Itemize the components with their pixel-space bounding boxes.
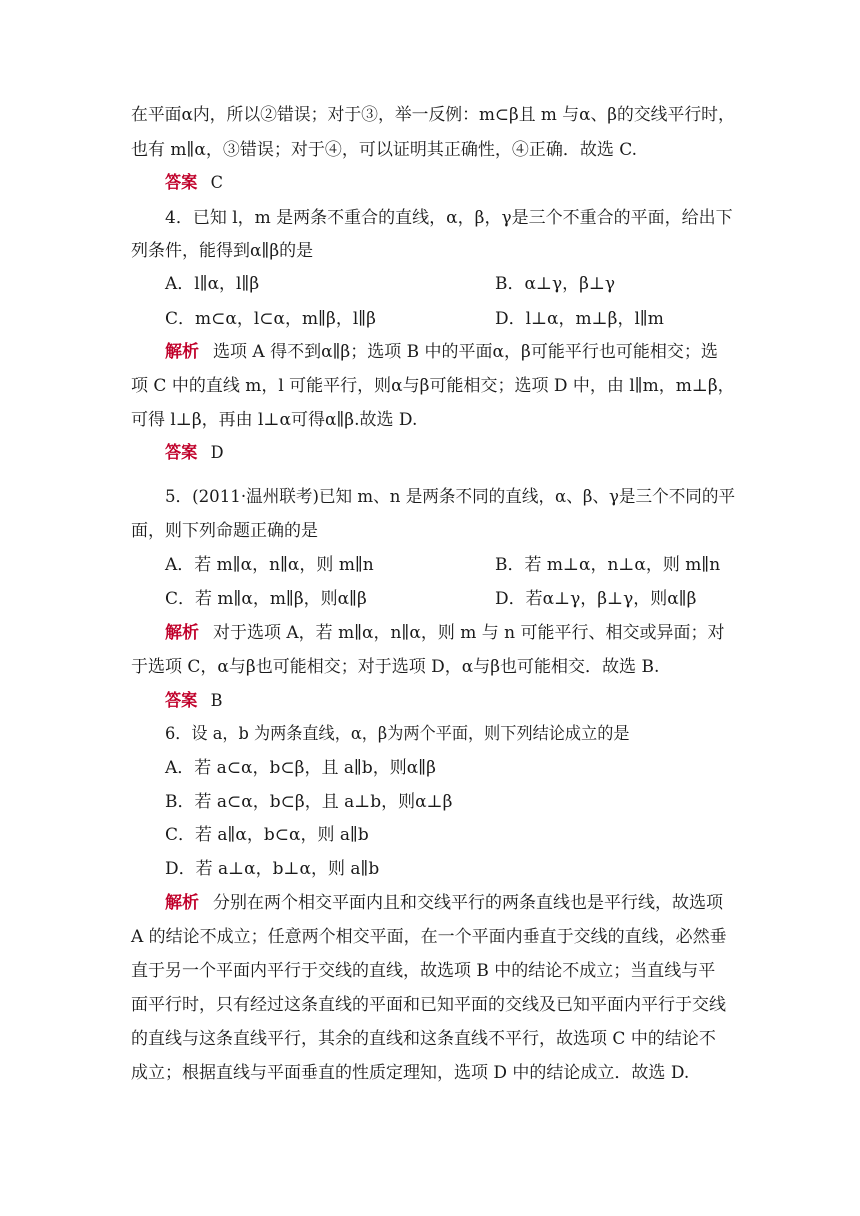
answer-line bbox=[165, 172, 735, 194]
text-line: 在平面α内，所以②错误；对于③，举一反例：m⊂β且 m 与α、β的交线平行时， bbox=[131, 105, 735, 125]
option-a: A．若 m∥α，n∥α，则 m∥n bbox=[165, 555, 374, 575]
question-stem: 4．已知 l，m 是两条不重合的直线，α，β，γ是三个不重合的平面，给出下 bbox=[165, 208, 733, 228]
analysis-line bbox=[165, 892, 731, 914]
answer-tag: 答案 bbox=[165, 173, 198, 193]
answer-tag: 答案 bbox=[165, 443, 198, 463]
text-line: 也有 m∥α，③错误；对于④，可以证明其正确性，④正确．故选 C. bbox=[131, 140, 638, 160]
answer-value: C bbox=[210, 173, 223, 193]
option-a: A．若 a⊂α，b⊂β，且 a∥b，则α∥β bbox=[165, 758, 436, 778]
analysis-line: 成立；根据直线与平面垂直的性质定理知，选项 D 中的结论成立．故选 D. bbox=[131, 1063, 690, 1083]
option-d: D．l⊥α，m⊥β，l∥m bbox=[495, 309, 664, 329]
analysis-line: 的直线与这条直线平行，其余的直线和这条直线不平行，故选项 C 中的结论不 bbox=[131, 1029, 716, 1049]
option-b: B．若 m⊥α，n⊥α，则 m∥n bbox=[495, 555, 721, 575]
analysis-line: 于选项 C，α与β也可能相交；对于选项 D，α与β也可能相交．故选 B. bbox=[131, 657, 660, 677]
analysis-tag: 解析 bbox=[165, 623, 199, 643]
option-c: C．m⊂α，l⊂α，m∥β，l∥β bbox=[165, 309, 376, 329]
analysis-line: 直于另一个平面内平行于交线的直线，故选项 B 中的结论不成立；当直线与平 bbox=[131, 961, 716, 981]
answer-tag: 答案 bbox=[165, 691, 198, 711]
analysis-text: 分别在两个相交平面内且和交线平行的两条直线也是平行线，故选项 bbox=[213, 893, 723, 913]
answer-line bbox=[165, 442, 735, 464]
analysis-line bbox=[165, 341, 731, 363]
answer-value: D bbox=[210, 443, 224, 463]
analysis-text: 选项 A 得不到α∥β；选项 B 中的平面α，β可能平行也可能相交；选 bbox=[213, 342, 718, 362]
option-b: B．若 a⊂α，b⊂β，且 a⊥b，则α⊥β bbox=[165, 792, 453, 812]
analysis-text: 对于选项 A，若 m∥α，n∥α，则 m 与 n 可能平行、相交或异面；对 bbox=[213, 623, 725, 643]
analysis-line: A 的结论不成立；任意两个相交平面，在一个平面内垂直于交线的直线，必然垂 bbox=[131, 927, 727, 947]
option-c: C．若 a∥α，b⊂α，则 a∥b bbox=[165, 825, 369, 845]
analysis-tag: 解析 bbox=[165, 893, 199, 913]
option-a: A．l∥α，l∥β bbox=[165, 274, 260, 294]
answer-line bbox=[165, 690, 735, 712]
analysis-tag: 解析 bbox=[165, 342, 199, 362]
analysis-line: 项 C 中的直线 m，l 可能平行，则α与β可能相交；选项 D 中，由 l∥m，m⊥β， bbox=[131, 376, 735, 396]
question-stem: 5．(2011·温州联考)已知 m、n 是两条不同的直线，α、β、γ是三个不同的平 bbox=[165, 487, 736, 507]
analysis-line bbox=[165, 622, 731, 644]
option-d: D．若α⊥γ，β⊥γ，则α∥β bbox=[495, 589, 697, 609]
analysis-line: 面平行时，只有经过这条直线的平面和已知平面的交线及已知平面内平行于交线 bbox=[131, 995, 726, 1015]
option-b: B．α⊥γ，β⊥γ bbox=[495, 274, 616, 294]
question-stem: 面，则下列命题正确的是 bbox=[131, 521, 318, 541]
answer-value: B bbox=[210, 691, 223, 711]
analysis-line: 可得 l⊥β，再由 l⊥α可得α∥β.故选 D. bbox=[131, 410, 418, 430]
question-stem: 6．设 a，b 为两条直线，α，β为两个平面，则下列结论成立的是 bbox=[165, 724, 630, 744]
option-c: C．若 m∥α，m∥β，则α∥β bbox=[165, 589, 367, 609]
option-d: D．若 a⊥α，b⊥α，则 a∥b bbox=[165, 859, 380, 879]
question-stem: 列条件，能得到α∥β的是 bbox=[131, 241, 314, 261]
